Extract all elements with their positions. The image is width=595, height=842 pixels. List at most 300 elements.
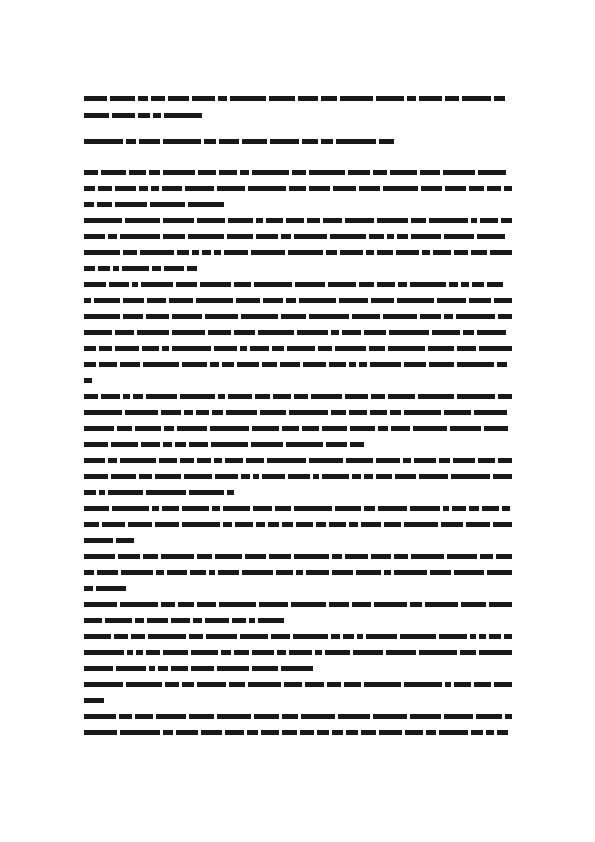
word-glyph	[345, 554, 368, 559]
word-glyph	[163, 730, 173, 735]
word-glyph	[84, 666, 113, 671]
word-glyph	[163, 442, 172, 447]
word-glyph	[228, 394, 252, 399]
word-glyph	[295, 282, 325, 287]
word-glyph	[309, 458, 343, 463]
word-glyph	[395, 474, 416, 479]
word-glyph	[178, 602, 194, 607]
word-glyph	[184, 410, 193, 415]
word-glyph	[162, 346, 169, 351]
word-glyph	[146, 490, 186, 495]
word-glyph	[152, 506, 159, 511]
word-glyph	[268, 522, 279, 527]
word-glyph	[322, 426, 347, 431]
word-glyph	[336, 139, 376, 144]
word-glyph	[219, 139, 239, 144]
word-glyph	[474, 682, 491, 687]
text-line	[84, 408, 512, 417]
word-glyph	[494, 298, 512, 303]
word-glyph	[214, 250, 221, 255]
word-glyph	[359, 282, 374, 287]
word-glyph	[212, 506, 220, 511]
word-glyph	[377, 218, 408, 223]
word-glyph	[294, 554, 329, 559]
word-glyph	[120, 730, 160, 735]
word-glyph	[479, 650, 512, 655]
word-glyph	[176, 282, 197, 287]
word-glyph	[190, 570, 206, 575]
word-glyph	[313, 474, 319, 479]
word-glyph	[84, 538, 113, 543]
paragraph	[84, 456, 512, 497]
word-glyph	[97, 202, 112, 207]
word-glyph	[164, 426, 174, 431]
word-glyph	[498, 458, 512, 463]
word-glyph	[292, 170, 306, 175]
word-glyph	[180, 394, 215, 399]
word-glyph	[84, 442, 108, 447]
text-line	[84, 296, 512, 305]
word-glyph	[371, 394, 385, 399]
word-glyph	[352, 474, 361, 479]
word-glyph	[410, 282, 446, 287]
word-glyph	[418, 394, 454, 399]
word-glyph	[269, 554, 291, 559]
word-glyph	[333, 186, 356, 191]
word-glyph	[384, 522, 401, 527]
word-glyph	[180, 458, 194, 463]
word-glyph	[323, 218, 342, 223]
word-glyph	[172, 314, 202, 319]
text-line	[84, 137, 512, 146]
word-glyph	[242, 139, 267, 144]
word-glyph	[215, 554, 242, 559]
word-glyph	[439, 458, 450, 463]
page-body	[84, 94, 512, 744]
word-glyph	[188, 234, 224, 239]
word-glyph	[129, 170, 146, 175]
word-glyph	[383, 186, 418, 191]
word-glyph	[445, 186, 466, 191]
word-glyph	[84, 186, 95, 191]
word-glyph	[128, 522, 152, 527]
word-glyph	[84, 714, 116, 719]
word-glyph	[331, 410, 346, 415]
word-glyph	[224, 250, 248, 255]
word-glyph	[282, 522, 293, 527]
word-glyph	[219, 602, 256, 607]
word-glyph	[286, 442, 323, 447]
word-glyph	[383, 314, 417, 319]
word-glyph	[197, 458, 211, 463]
word-glyph	[197, 682, 226, 687]
word-glyph	[240, 346, 247, 351]
word-glyph	[153, 113, 161, 118]
word-glyph	[361, 730, 376, 735]
word-glyph	[296, 522, 313, 527]
word-glyph	[147, 618, 168, 623]
word-glyph	[108, 234, 117, 239]
word-glyph	[127, 650, 133, 655]
word-glyph	[404, 362, 426, 367]
word-glyph	[466, 522, 490, 527]
word-glyph	[364, 330, 386, 335]
word-glyph	[201, 730, 222, 735]
word-glyph	[240, 170, 249, 175]
word-glyph	[410, 602, 422, 607]
word-glyph	[143, 362, 179, 367]
word-glyph	[270, 139, 299, 144]
text-line	[84, 648, 512, 657]
word-glyph	[470, 634, 476, 639]
word-glyph	[111, 442, 138, 447]
word-glyph	[378, 506, 407, 511]
word-glyph	[169, 298, 193, 303]
word-glyph	[225, 730, 244, 735]
word-glyph	[143, 554, 158, 559]
word-glyph	[140, 250, 174, 255]
text-line	[84, 94, 512, 103]
word-glyph	[321, 96, 337, 101]
word-glyph	[489, 634, 501, 639]
word-glyph	[371, 298, 394, 303]
word-glyph	[119, 714, 132, 719]
word-glyph	[419, 96, 442, 101]
word-glyph	[414, 458, 436, 463]
word-glyph	[156, 570, 164, 575]
word-glyph	[277, 650, 286, 655]
word-glyph	[430, 570, 451, 575]
word-glyph	[329, 602, 349, 607]
word-glyph	[139, 186, 148, 191]
word-glyph	[189, 634, 203, 639]
word-glyph	[158, 666, 168, 671]
word-glyph	[252, 650, 274, 655]
word-glyph	[164, 266, 184, 271]
word-glyph	[309, 170, 345, 175]
text-line	[84, 584, 512, 593]
word-glyph	[289, 650, 312, 655]
word-glyph	[212, 410, 223, 415]
paragraph	[84, 216, 512, 273]
word-glyph	[84, 266, 95, 271]
word-glyph	[425, 602, 458, 607]
word-glyph	[163, 218, 194, 223]
word-glyph	[345, 394, 368, 399]
word-glyph	[422, 250, 430, 255]
word-glyph	[185, 186, 214, 191]
word-glyph	[394, 554, 408, 559]
word-glyph	[237, 362, 259, 367]
word-glyph	[505, 714, 512, 719]
word-glyph	[316, 522, 326, 527]
word-glyph	[116, 538, 134, 543]
text-line	[84, 488, 512, 497]
paragraph	[84, 600, 512, 625]
word-glyph	[118, 554, 140, 559]
word-glyph	[331, 330, 339, 335]
word-glyph	[356, 570, 381, 575]
word-glyph	[191, 666, 214, 671]
word-glyph	[84, 96, 107, 101]
word-glyph	[241, 474, 250, 479]
word-glyph	[234, 650, 249, 655]
word-glyph	[405, 730, 423, 735]
word-glyph	[229, 682, 245, 687]
word-glyph	[469, 298, 491, 303]
word-glyph	[193, 618, 202, 623]
word-glyph	[151, 96, 165, 101]
word-glyph	[329, 522, 346, 527]
text-line	[84, 200, 512, 209]
word-glyph	[258, 618, 284, 623]
word-glyph	[501, 218, 512, 223]
word-glyph	[325, 650, 350, 655]
word-glyph	[366, 634, 397, 639]
word-glyph	[131, 634, 145, 639]
word-glyph	[84, 139, 123, 144]
word-glyph	[504, 186, 512, 191]
word-glyph	[102, 522, 125, 527]
word-glyph	[343, 634, 354, 639]
word-glyph	[120, 234, 160, 239]
word-glyph	[256, 522, 265, 527]
word-glyph	[146, 394, 177, 399]
word-glyph	[171, 666, 188, 671]
text-line	[84, 280, 512, 289]
word-glyph	[497, 362, 507, 367]
word-glyph	[371, 554, 391, 559]
word-glyph	[222, 362, 234, 367]
word-glyph	[443, 506, 449, 511]
word-glyph	[350, 442, 364, 447]
word-glyph	[486, 730, 494, 735]
word-glyph	[232, 618, 246, 623]
word-glyph	[437, 298, 466, 303]
text-line	[84, 264, 512, 273]
word-glyph	[496, 554, 512, 559]
word-glyph	[426, 730, 436, 735]
word-glyph	[472, 282, 484, 287]
word-glyph	[256, 234, 278, 239]
word-glyph	[302, 139, 318, 144]
text-line	[84, 616, 512, 625]
word-glyph	[288, 474, 310, 479]
word-glyph	[439, 634, 467, 639]
word-glyph	[230, 96, 266, 101]
word-glyph	[163, 650, 188, 655]
word-glyph	[487, 282, 503, 287]
word-glyph	[357, 634, 363, 639]
word-glyph	[235, 522, 253, 527]
word-glyph	[125, 218, 160, 223]
text-line	[84, 168, 512, 177]
word-glyph	[117, 426, 132, 431]
word-glyph	[379, 730, 402, 735]
word-glyph	[457, 346, 476, 351]
word-glyph	[332, 554, 342, 559]
word-glyph	[293, 634, 328, 639]
word-glyph	[251, 250, 285, 255]
word-glyph	[252, 170, 289, 175]
word-glyph	[403, 458, 411, 463]
word-glyph	[471, 218, 477, 223]
text-line	[84, 520, 512, 529]
word-glyph	[291, 602, 326, 607]
word-glyph	[184, 474, 212, 479]
text-line	[84, 376, 512, 385]
word-glyph	[348, 170, 370, 175]
word-glyph	[177, 250, 189, 255]
word-glyph	[113, 266, 119, 271]
word-glyph	[163, 234, 185, 239]
paragraph	[84, 504, 512, 545]
word-glyph	[479, 634, 486, 639]
word-glyph	[433, 250, 451, 255]
word-glyph	[317, 730, 329, 735]
section-heading	[84, 137, 512, 146]
word-glyph	[256, 218, 263, 223]
text-line	[84, 728, 512, 737]
word-glyph	[460, 650, 476, 655]
word-glyph	[251, 442, 283, 447]
word-glyph	[214, 346, 237, 351]
word-glyph	[84, 730, 117, 735]
word-glyph	[294, 506, 332, 511]
word-glyph	[477, 330, 506, 335]
word-glyph	[335, 506, 361, 511]
word-glyph	[487, 570, 512, 575]
word-glyph	[208, 330, 231, 335]
word-glyph	[282, 730, 297, 735]
word-glyph	[219, 170, 237, 175]
word-glyph	[150, 202, 185, 207]
word-glyph	[210, 362, 219, 367]
word-glyph	[258, 330, 294, 335]
word-glyph	[376, 96, 404, 101]
word-glyph	[84, 346, 96, 351]
word-glyph	[420, 170, 440, 175]
word-glyph	[502, 506, 510, 511]
word-glyph	[84, 586, 93, 591]
word-glyph	[161, 554, 194, 559]
word-glyph	[352, 602, 371, 607]
word-glyph	[240, 634, 268, 639]
word-glyph	[480, 218, 498, 223]
word-glyph	[139, 139, 160, 144]
word-glyph	[228, 218, 253, 223]
word-glyph	[205, 314, 238, 319]
word-glyph	[84, 170, 98, 175]
word-glyph	[327, 682, 341, 687]
word-glyph	[200, 282, 231, 287]
word-glyph	[421, 186, 442, 191]
word-glyph	[294, 234, 327, 239]
word-glyph	[141, 442, 160, 447]
word-glyph	[192, 96, 215, 101]
text-line	[84, 344, 512, 353]
word-glyph	[332, 730, 343, 735]
word-glyph	[288, 250, 323, 255]
word-glyph	[410, 506, 440, 511]
word-glyph	[136, 650, 143, 655]
word-glyph	[344, 682, 361, 687]
word-glyph	[98, 186, 112, 191]
word-glyph	[217, 714, 251, 719]
word-glyph	[84, 218, 122, 223]
word-glyph	[84, 250, 120, 255]
word-glyph	[364, 506, 375, 511]
word-glyph	[254, 282, 292, 287]
word-glyph	[294, 394, 308, 399]
word-glyph	[133, 394, 143, 399]
word-glyph	[457, 362, 494, 367]
word-glyph	[469, 186, 484, 191]
word-glyph	[281, 666, 313, 671]
word-glyph	[282, 714, 298, 719]
word-glyph	[217, 666, 249, 671]
word-glyph	[353, 650, 383, 655]
word-glyph	[345, 218, 374, 223]
word-glyph	[164, 113, 202, 118]
word-glyph	[110, 96, 135, 101]
word-glyph	[206, 634, 237, 639]
word-glyph	[309, 314, 349, 319]
word-glyph	[262, 362, 277, 367]
word-glyph	[84, 202, 94, 207]
word-glyph	[135, 714, 153, 719]
word-glyph	[245, 554, 266, 559]
word-glyph	[197, 602, 216, 607]
word-glyph	[286, 218, 304, 223]
word-glyph	[101, 170, 126, 175]
paragraph	[84, 408, 512, 449]
word-glyph	[262, 474, 285, 479]
word-glyph	[211, 442, 248, 447]
word-glyph	[223, 522, 232, 527]
word-glyph	[482, 506, 499, 511]
word-glyph	[182, 682, 194, 687]
word-glyph	[413, 426, 447, 431]
text-line	[84, 216, 512, 225]
word-glyph	[135, 426, 161, 431]
word-glyph	[454, 250, 468, 255]
word-glyph	[191, 650, 218, 655]
word-glyph	[84, 458, 105, 463]
word-glyph	[192, 250, 199, 255]
word-glyph	[456, 314, 495, 319]
word-glyph	[269, 96, 295, 101]
word-glyph	[282, 426, 299, 431]
word-glyph	[218, 96, 227, 101]
word-glyph	[165, 682, 179, 687]
word-glyph	[248, 186, 286, 191]
word-glyph	[188, 202, 224, 207]
word-glyph	[376, 474, 392, 479]
word-glyph	[123, 394, 130, 399]
word-glyph	[366, 250, 374, 255]
word-glyph	[242, 570, 273, 575]
word-glyph	[390, 410, 401, 415]
word-glyph	[223, 506, 250, 511]
word-glyph	[429, 218, 468, 223]
word-glyph	[444, 234, 474, 239]
word-glyph	[289, 186, 306, 191]
word-glyph	[303, 362, 326, 367]
word-glyph	[84, 682, 123, 687]
word-glyph	[432, 330, 460, 335]
word-glyph	[364, 474, 373, 479]
